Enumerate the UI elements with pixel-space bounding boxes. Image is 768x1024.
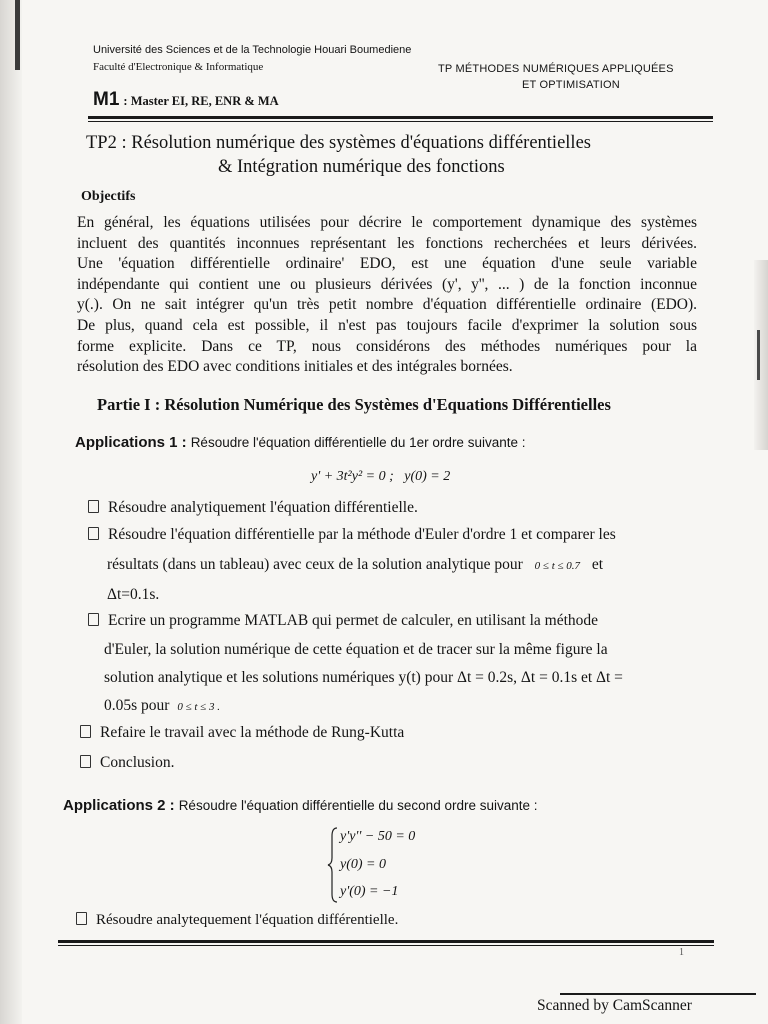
range-expression: 0 ≤ t ≤ 0.7	[534, 560, 581, 572]
scan-left-edge	[0, 0, 22, 1024]
system-brace	[327, 826, 339, 904]
task-item	[76, 912, 398, 929]
partie1-heading: Partie I : Résolution Numérique des Systèmes d'Equations Différentielles	[97, 395, 611, 414]
task-item	[88, 526, 616, 544]
checkbox-icon	[88, 500, 99, 513]
system-equation: y'y'' − 50 = 0	[340, 829, 416, 844]
task-text: Résoudre analytiquement l'équation différentielle.	[108, 499, 418, 516]
task-text-continued: d'Euler, la solution numérique de cette équation et de tracer sur la même figure la	[104, 641, 608, 658]
page-number: 1	[679, 947, 684, 958]
objectifs-line: incluent des quantités inconnues représentant les fonctions recherchées et leurs dérivées.	[77, 234, 697, 252]
university-name: Université des Sciences et de la Technologie Houari Boumediene	[93, 44, 412, 56]
objectifs-heading: Objectifs	[81, 189, 136, 204]
task-item	[80, 724, 404, 742]
system-equation: y(0) = 0	[340, 857, 386, 872]
task-text: Résoudre analytequement l'équation différentielle.	[96, 912, 399, 928]
level-line	[93, 89, 279, 111]
task-text-continued	[107, 556, 603, 574]
task-text: Refaire le travail avec la méthode de Rung-Kutta	[100, 724, 405, 741]
title-line2: & Intégration numérique des fonctions	[218, 157, 505, 177]
objectifs-paragraph	[77, 213, 697, 378]
objectifs-line: y(.). On ne sait intégrer qu'un très petit nombre d'équation différentielle ordinaire (EDO).	[77, 296, 697, 314]
app2-label: Applications 2 :	[63, 797, 175, 814]
app1-statement	[75, 434, 525, 452]
objectifs-line: De plus, quand cela est possible, il n'est pas toujours facile d'exprimer la solution sous	[77, 316, 697, 334]
task-text-continued: Δt=0.1s.	[107, 586, 160, 603]
checkbox-icon	[88, 613, 99, 626]
footer-rule-thin	[58, 945, 714, 946]
checkbox-icon	[76, 912, 87, 925]
objectifs-line: résolution des EDO avec conditions initiales et des intégrales bornées.	[77, 358, 513, 376]
task-text-continued	[104, 697, 220, 715]
objectifs-line: forme explicite. Dans ce TP, nous considérons des méthodes numériques pour la	[77, 337, 697, 355]
system-equation: y'(0) = −1	[340, 884, 399, 899]
header-rule-thin	[88, 121, 713, 122]
objectifs-line: En général, les équations utilisées pour décrire le comportement dynamique des systèmes	[77, 214, 697, 231]
task-text: Résoudre l'équation différentielle par la méthode d'Euler d'ordre 1 et comparer les	[108, 526, 616, 543]
watermark-rule	[560, 993, 756, 995]
task-text-continued: solution analytique et les solutions numériques y(t) pour Δt = 0.2s, Δt = 0.1s et Δt =	[104, 669, 623, 686]
app1-equation: y' + 3t²y² = 0 ; y(0) = 2	[311, 469, 451, 484]
footer-rule-thick	[58, 940, 714, 943]
task-item	[88, 499, 418, 517]
task-text: Ecrire un programme MATLAB qui permet de calculer, en utilisant la méthode	[108, 612, 599, 629]
checkbox-icon	[88, 527, 99, 540]
app1-text: Résoudre l'équation différentielle du 1er ordre suivante :	[190, 435, 526, 450]
level-detail: : Master EI, RE, ENR & MA	[123, 94, 279, 108]
app2-statement	[63, 797, 538, 815]
scanner-watermark: Scanned by CamScanner	[537, 997, 692, 1014]
level-code: M1	[93, 89, 120, 110]
objectifs-line: indépendante qui contient une ou plusieurs dérivées (y', y'', ... ) de la fonction inconnue	[77, 275, 697, 293]
checkbox-icon	[80, 725, 91, 738]
header-rule-thick	[88, 116, 713, 119]
app1-label: Applications 1 :	[75, 434, 187, 451]
task-text: résultats (dans un tableau) avec ceux de la solution analytique pour	[107, 556, 523, 573]
course-title-line1: TP MÉTHODES NUMÉRIQUES APPLIQUÉES	[438, 63, 674, 75]
task-text: et	[591, 556, 604, 573]
task-text: Conclusion.	[100, 754, 175, 771]
faculty-name: Faculté d'Electronique & Informatique	[93, 61, 264, 73]
course-title-line2: ET OPTIMISATION	[522, 79, 620, 91]
scan-right-mark	[757, 330, 760, 380]
checkbox-icon	[80, 755, 91, 768]
task-text: 0.05s pour	[104, 697, 170, 714]
scan-edge-mark	[15, 0, 20, 70]
task-item	[80, 754, 175, 772]
app2-text: Résoudre l'équation différentielle du second ordre suivante :	[178, 798, 538, 813]
title-line1: TP2 : Résolution numérique des systèmes d'équations différentielles	[86, 133, 591, 153]
objectifs-line: Une 'équation différentielle ordinaire' EDO, est une équation d'une seule variable	[77, 255, 697, 273]
task-item	[88, 612, 598, 630]
range-expression: 0 ≤ t ≤ 3 .	[177, 701, 220, 713]
